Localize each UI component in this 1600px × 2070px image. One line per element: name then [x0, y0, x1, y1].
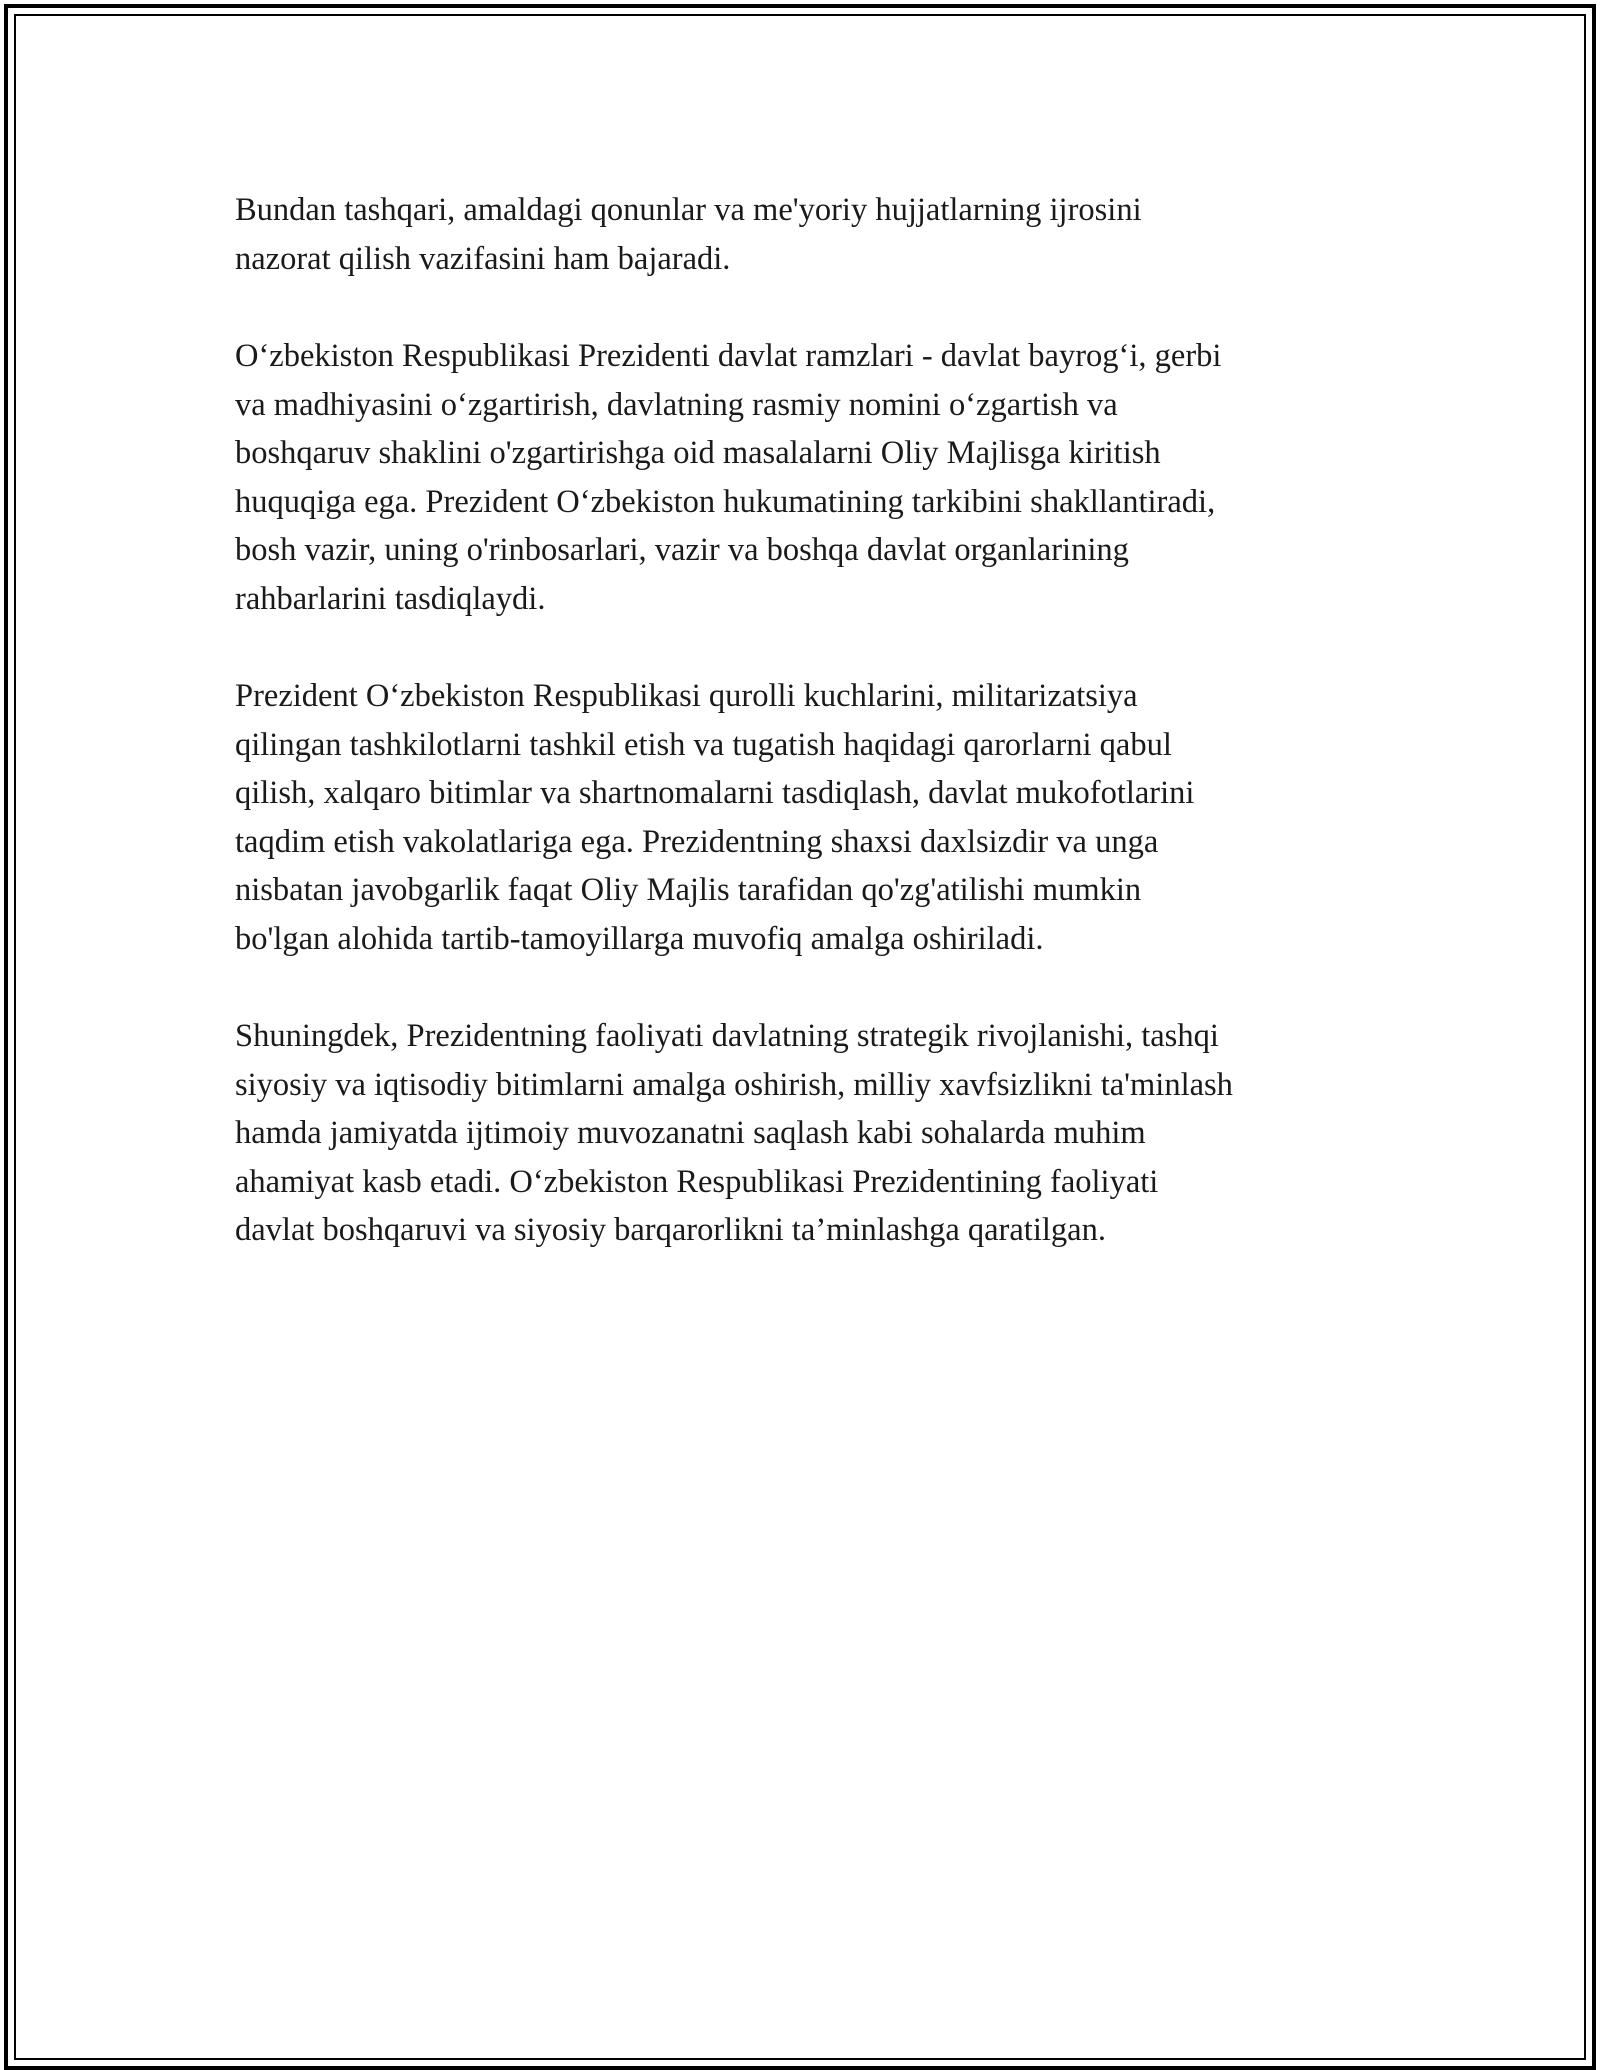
document-body	[235, 186, 1385, 1304]
paragraph: O‘zbekiston Respublikasi Prezidenti davlat ramzlari - davlat bayrog‘i, gerbi va madhiyasini o‘zgartirish, davlatning rasmiy nomini o‘zgartish va boshqaruv shaklini o'zgartirishga oid masalalarni Oliy Majlisga kiritish huquqiga ega. Prezident O‘zbekiston hukumatining tarkibini shakllantiradi, bosh vazir, uning o'rinbosarlari, vazir va boshqa davlat organlarining rahbarlarini tasdiqlaydi.	[235, 338, 1222, 617]
paragraph: Shuningdek, Prezidentning faoliyati davlatning strategik rivojlanishi, tashqi siyosiy va iqtisodiy bitimlarni amalga oshirish, milliy xavfsizlikni ta'minlash hamda jamiyatda ijtimoiy muvozanatni saqlash kabi sohalarda muhim ahamiyat kasb etadi. O‘zbekiston Respublikasi Prezidentining faoliyati davlat boshqaruvi va siyosiy barqarorlikni ta’minlashga qaratilgan.	[235, 1018, 1233, 1248]
paragraph: Bundan tashqari, amaldagi qonunlar va me'yoriy hujjatlarning ijrosini nazorat qilish vazifasini ham bajaradi.	[235, 192, 1142, 277]
paragraph: Prezident O‘zbekiston Respublikasi qurolli kuchlarini, militarizatsiya qilingan tashkilotlarni tashkil etish va tugatish haqidagi qarorlarni qabul qilish, xalqaro bitimlar va shartnomalarni tasdiqlash, davlat mukofotlarini taqdim etish vakolatlariga ega. Prezidentning shaxsi daxlsizdir va unga nisbatan javobgarlik faqat Oliy Majlis tarafidan qo'zg'atilishi mumkin bo'lgan alohida tartib-tamoyillarga muvofiq amalga oshiriladi.	[235, 678, 1195, 957]
